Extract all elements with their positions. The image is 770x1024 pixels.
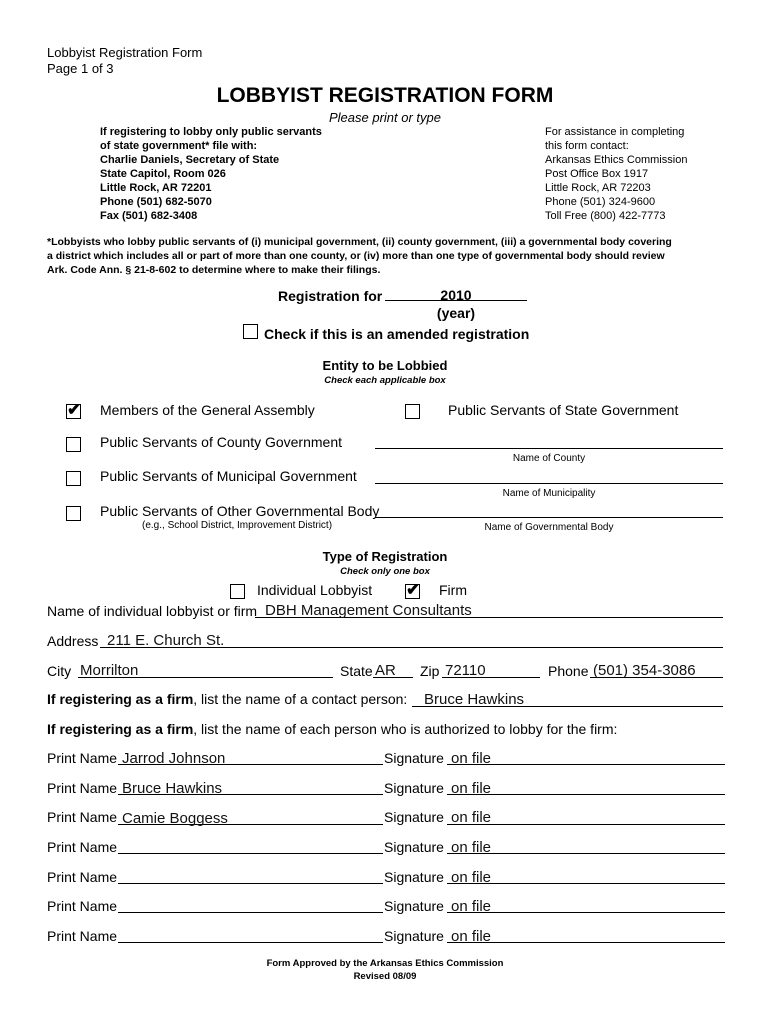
lobbyist-name-label: Name of individual lobbyist or firm xyxy=(47,603,258,619)
city-label: City xyxy=(47,663,72,679)
authorized-persons-label-rest: , list the name of each person who is authorized to lobby for the firm: xyxy=(193,721,618,737)
contact-person-label-bold: If registering as a firm xyxy=(47,691,194,707)
municipal-government-label: Public Servants of Municipal Government xyxy=(100,468,357,484)
lobbyist-row xyxy=(0,869,770,899)
check-mark-icon: ✔ xyxy=(406,580,421,599)
signature-field[interactable]: on file xyxy=(451,928,492,945)
right-instruction-line: Toll Free (800) 422-7773 xyxy=(545,210,666,222)
registration-label: Registration for xyxy=(278,288,383,304)
address-label: Address xyxy=(47,633,99,649)
state-government-label: Public Servants of State Government xyxy=(448,402,679,418)
print-name-line xyxy=(118,853,383,854)
page-subtitle: Please print or type xyxy=(328,110,441,125)
contact-person-field[interactable]: Bruce Hawkins xyxy=(424,691,525,708)
signature-label: Signature xyxy=(384,839,444,855)
municipal-government-checkbox[interactable] xyxy=(66,471,81,486)
print-name-label: Print Name xyxy=(47,898,118,914)
print-name-label: Print Name xyxy=(47,780,118,796)
county-name-caption: Name of County xyxy=(512,453,586,464)
state-label: State xyxy=(340,663,373,679)
authorized-persons-label xyxy=(47,721,617,737)
general-assembly-label: Members of the General Assembly xyxy=(100,402,315,418)
print-name-field[interactable]: Camie Boggess xyxy=(122,810,228,827)
print-name-line xyxy=(118,883,383,884)
type-heading: Type of Registration xyxy=(322,549,448,564)
phone-field[interactable]: (501) 354-3086 xyxy=(593,662,696,679)
signature-label: Signature xyxy=(384,928,444,944)
lobbyist-name-field[interactable]: DBH Management Consultants xyxy=(265,602,472,619)
authorized-persons-label-bold: If registering as a firm xyxy=(47,721,194,737)
county-name-field[interactable] xyxy=(375,448,723,449)
footer-revision: Revised 08/09 xyxy=(353,971,417,982)
lobbyist-row xyxy=(0,928,770,958)
right-instruction-line: For assistance in completing xyxy=(545,126,685,138)
print-name-line xyxy=(118,942,383,943)
entity-heading: Entity to be Lobbied xyxy=(322,358,448,373)
lobbyist-row xyxy=(0,780,770,810)
right-instructions xyxy=(545,125,687,223)
print-name-field[interactable]: Bruce Hawkins xyxy=(122,780,223,797)
left-instruction-line: State Capitol, Room 026 xyxy=(100,168,226,180)
left-instruction-line: of state government* file with: xyxy=(100,140,258,152)
footnote-line: a district which includes all or part of more than one county, or (iv) more than one type of governmental body should review xyxy=(47,250,665,262)
state-field[interactable]: AR xyxy=(375,662,396,679)
signature-label: Signature xyxy=(384,869,444,885)
year-field[interactable]: 2010 xyxy=(440,287,472,303)
other-government-label: Public Servants of Other Governmental Body xyxy=(100,503,380,519)
city-field[interactable]: Morrilton xyxy=(80,662,139,679)
year-caption: (year) xyxy=(436,305,476,321)
footnote xyxy=(47,235,672,277)
left-instruction-line: If registering to lobby only public servants xyxy=(100,126,322,138)
page-number: Page 1 of 3 xyxy=(47,61,114,76)
right-instruction-line: this form contact: xyxy=(545,140,629,152)
right-instruction-line: Arkansas Ethics Commission xyxy=(545,154,688,166)
lobbyist-row xyxy=(0,809,770,839)
contact-person-label xyxy=(47,691,407,707)
other-government-checkbox[interactable] xyxy=(66,506,81,521)
lobbyist-row xyxy=(0,839,770,869)
signature-field[interactable]: on file xyxy=(451,898,492,915)
signature-field[interactable]: on file xyxy=(451,780,492,797)
signature-field[interactable]: on file xyxy=(451,839,492,856)
print-name-field[interactable]: Jarrod Johnson xyxy=(122,750,226,767)
county-government-label: Public Servants of County Government xyxy=(100,434,343,450)
address-field[interactable]: 211 E. Church St. xyxy=(107,632,225,649)
zip-label: Zip xyxy=(420,663,440,679)
print-name-label: Print Name xyxy=(47,809,118,825)
firm-label: Firm xyxy=(439,582,467,598)
municipality-name-field[interactable] xyxy=(375,483,723,484)
entity-subheading: Check each applicable box xyxy=(324,375,446,386)
right-instruction-line: Phone (501) 324-9600 xyxy=(545,196,656,208)
contact-person-label-rest: , list the name of a contact person: xyxy=(193,691,408,707)
signature-label: Signature xyxy=(384,898,444,914)
governmental-body-caption: Name of Governmental Body xyxy=(484,522,614,533)
left-instructions xyxy=(100,125,322,223)
print-name-label: Print Name xyxy=(47,928,118,944)
footnote-line: Ark. Code Ann. § 21-8-602 to determine where to make their filings. xyxy=(47,264,381,276)
lobbyist-row xyxy=(0,898,770,928)
print-name-label: Print Name xyxy=(47,869,118,885)
amended-checkbox[interactable] xyxy=(243,324,258,339)
form-name: Lobbyist Registration Form xyxy=(47,45,203,60)
type-subheading: Check only one box xyxy=(340,566,430,577)
other-government-example: (e.g., School District, Improvement District) xyxy=(142,520,333,531)
signature-field[interactable]: on file xyxy=(451,869,492,886)
left-instruction-line: Phone (501) 682-5070 xyxy=(100,196,212,208)
signature-label: Signature xyxy=(384,750,444,766)
signature-field[interactable]: on file xyxy=(451,809,492,826)
right-instruction-line: Little Rock, AR 72203 xyxy=(545,182,651,194)
print-name-label: Print Name xyxy=(47,839,118,855)
page-title: LOBBYIST REGISTRATION FORM xyxy=(216,84,554,107)
lobbyist-row xyxy=(0,750,770,780)
firm-checkbox[interactable] xyxy=(405,580,421,599)
left-instruction-line: Charlie Daniels, Secretary of State xyxy=(100,154,280,166)
footer-approval: Form Approved by the Arkansas Ethics Commission xyxy=(266,958,504,969)
print-name-line xyxy=(118,912,383,913)
state-government-checkbox[interactable] xyxy=(405,404,420,419)
print-name-label: Print Name xyxy=(47,750,118,766)
right-instruction-line: Post Office Box 1917 xyxy=(545,168,649,180)
zip-field[interactable]: 72110 xyxy=(445,662,486,679)
signature-label: Signature xyxy=(384,809,444,825)
left-instruction-line: Fax (501) 682-3408 xyxy=(100,210,198,222)
municipality-name-caption: Name of Municipality xyxy=(502,488,596,499)
governmental-body-name-field[interactable] xyxy=(375,517,723,518)
individual-lobbyist-label: Individual Lobbyist xyxy=(257,582,373,598)
signature-field[interactable]: on file xyxy=(451,750,492,767)
amended-label: Check if this is an amended registration xyxy=(264,326,530,342)
signature-label: Signature xyxy=(384,780,444,796)
check-mark-icon: ✔ xyxy=(67,400,82,419)
phone-label: Phone xyxy=(548,663,589,679)
individual-lobbyist-checkbox[interactable] xyxy=(230,584,245,599)
left-instruction-line: Little Rock, AR 72201 xyxy=(100,182,212,194)
footnote-line: *Lobbyists who lobby public servants of (i) municipal government, (ii) county government, (iii) a governmental body covering xyxy=(47,236,672,248)
general-assembly-checkbox[interactable] xyxy=(66,400,82,419)
county-government-checkbox[interactable] xyxy=(66,437,81,452)
